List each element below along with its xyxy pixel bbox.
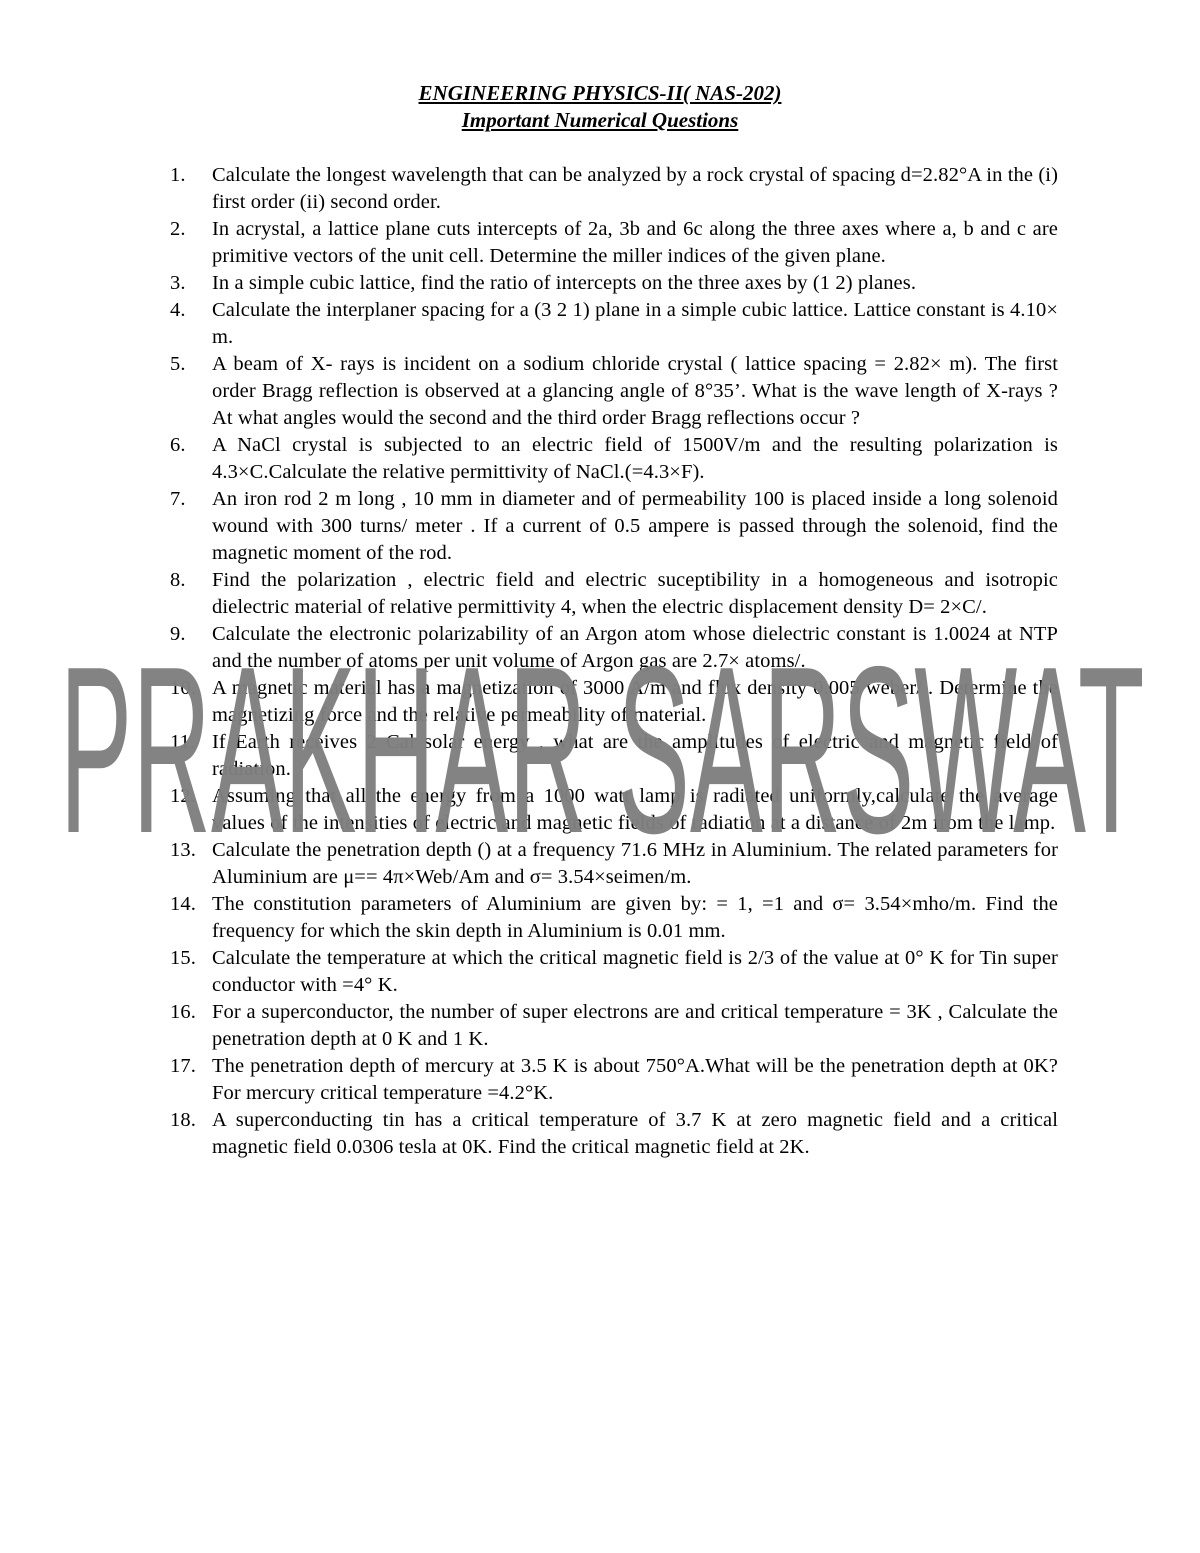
question-text: A NaCl crystal is subjected to an electric field of 1500V/m and the resulting polarization is 4.3×C.Calculate the relative permittivity of NaCl.(=4.3×F). (212, 434, 1058, 483)
question-text: Calculate the longest wavelength that can be analyzed by a rock crystal of spacing d=2.82°A in the (i) first order (ii) second order. (212, 164, 1058, 213)
question-text: A beam of X- rays is incident on a sodium chloride crystal ( lattice spacing = 2.82× m). The first order Bragg reflection is observed at a glancing angle of 8°35’. What is the wave length of X-rays ? At what angles would the second and the third order Bragg reflections occur ? (212, 353, 1058, 429)
question-number: 18. (170, 1109, 196, 1131)
question-item (170, 297, 1058, 351)
question-text: For a superconductor, the number of super electrons are and critical temperature = 3K , Calculate the penetration depth at 0 K and 1 K. (212, 1001, 1058, 1050)
question-number: 4. (170, 299, 186, 321)
question-item (170, 216, 1058, 270)
question-item (170, 1107, 1058, 1161)
question-text: Calculate the electronic polarizability of an Argon atom whose dielectric constant is 1.0024 at NTP and the number of atoms per unit volume of Argon gas are 2.7× atoms/. (212, 623, 1058, 672)
question-text: The constitution parameters of Aluminium are given by: = 1, =1 and σ= 3.54×mho/m. Find the frequency for which the skin depth in Aluminium is 0.01 mm. (212, 893, 1058, 942)
question-item (170, 675, 1058, 729)
question-item (170, 891, 1058, 945)
document-subtitle: Important Numerical Questions (461, 108, 739, 132)
question-item (170, 621, 1058, 675)
question-item (170, 351, 1058, 432)
question-list (170, 162, 1058, 1161)
question-number: 8. (170, 569, 186, 591)
question-item (170, 837, 1058, 891)
question-item (170, 1053, 1058, 1107)
question-text: In a simple cubic lattice, find the ratio of intercepts on the three axes by (1 2) planes. (212, 272, 917, 294)
question-number: 10. (170, 677, 196, 699)
question-number: 3. (170, 272, 186, 294)
question-item (170, 162, 1058, 216)
question-text: The penetration depth of mercury at 3.5 K is about 750°A.What will be the penetration depth at 0K? For mercury critical temperature =4.2°K. (212, 1055, 1058, 1104)
watermark-text: PRAKHAR SARSWAT (59, 618, 1145, 860)
question-text: An iron rod 2 m long , 10 mm in diameter and of permeability 100 is placed inside a long solenoid wound with 300 turns/ meter . If a current of 0.5 ampere is passed through the solenoid, find the magnetic moment of the rod. (212, 488, 1058, 564)
question-item (170, 729, 1058, 783)
question-number: 14. (170, 893, 196, 915)
question-number: 1. (170, 164, 186, 186)
question-number: 15. (170, 947, 196, 969)
question-number: 5. (170, 353, 186, 375)
question-item (170, 945, 1058, 999)
document-header (0, 80, 1200, 134)
question-number: 2. (170, 218, 186, 240)
question-number: 11. (170, 731, 196, 753)
question-item (170, 486, 1058, 567)
question-item (170, 567, 1058, 621)
question-number: 16. (170, 1001, 196, 1023)
question-number: 9. (170, 623, 186, 645)
question-number: 17. (170, 1055, 196, 1077)
question-item (170, 783, 1058, 837)
question-number: 12. (170, 785, 196, 807)
question-text: If Earth receives 2 Cal solar energy , what are the amplitudes of electric and magnetic field of radiation. (212, 731, 1058, 780)
question-item (170, 432, 1058, 486)
question-item (170, 999, 1058, 1053)
question-number: 13. (170, 839, 196, 861)
question-number: 7. (170, 488, 186, 510)
question-text: Find the polarization , electric field and electric suceptibility in a homogeneous and isotropic dielectric material of relative permittivity 4, when the electric displacement density D= 2×C/. (212, 569, 1058, 618)
question-text: Assuming that all the energy from a 1000 watt lamp is radiated uniformly,calculate the average values of the intensities of electric and magnetic fields of radiation at a distance of 2m from the lamp. (212, 785, 1058, 834)
question-text: Calculate the penetration depth () at a frequency 71.6 MHz in Aluminium. The related parameters for Aluminium are μ== 4π×Web/Am and σ= 3.54×seimen/m. (212, 839, 1058, 888)
question-text: Calculate the temperature at which the critical magnetic field is 2/3 of the value at 0° K for Tin super conductor with =4° K. (212, 947, 1058, 996)
question-text: In acrystal, a lattice plane cuts intercepts of 2a, 3b and 6c along the three axes where a, b and c are primitive vectors of the unit cell. Determine the miller indices of the given plane. (212, 218, 1058, 267)
document-title: ENGINEERING PHYSICS-II( NAS-202) (418, 81, 782, 105)
question-text: A superconducting tin has a critical temperature of 3.7 K at zero magnetic field and a critical magnetic field 0.0306 tesla at 0K. Find the critical magnetic field at 2K. (212, 1109, 1058, 1158)
question-number: 6. (170, 434, 186, 456)
question-text: Calculate the interplaner spacing for a (3 2 1) plane in a simple cubic lattice. Lattice constant is 4.10× m. (212, 299, 1058, 348)
question-text: A magnetic material has a magnetization of 3000 A/m and flux density 0.005 weber/ . Determine the magnetizing force and the relative permeability of material. (212, 677, 1058, 726)
question-item (170, 270, 1058, 297)
